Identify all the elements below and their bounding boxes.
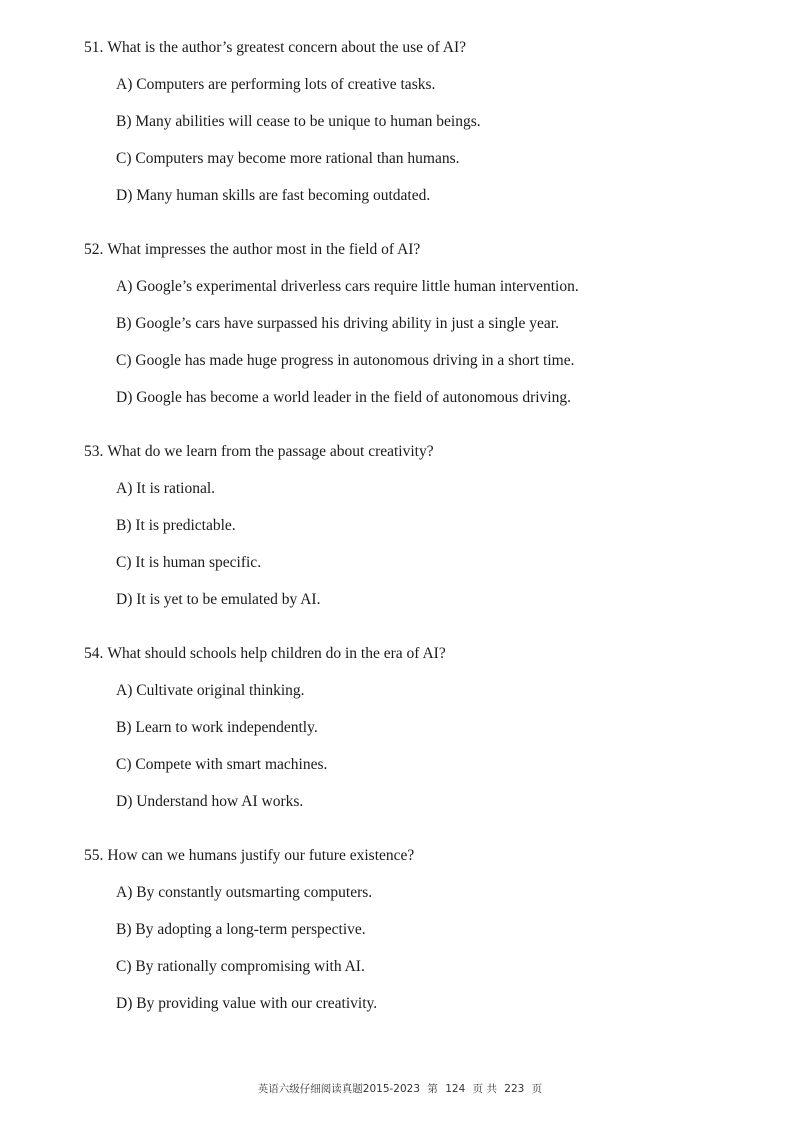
options-list xyxy=(84,75,774,206)
question-stem xyxy=(84,442,774,462)
question-52 xyxy=(84,240,774,408)
question-54 xyxy=(84,644,774,812)
option-c: C) Google has made huge progress in autonomous driving in a short time. xyxy=(116,352,575,369)
question-number: 53. xyxy=(84,443,104,460)
option-d: D) It is yet to be emulated by AI. xyxy=(116,591,321,608)
page-footer xyxy=(0,1081,800,1096)
question-stem xyxy=(84,240,774,260)
option-a: A) By constantly outsmarting computers. xyxy=(116,884,373,901)
question-stem xyxy=(84,846,774,866)
options-list xyxy=(84,277,774,408)
options-list xyxy=(84,681,774,812)
option-b: B) Learn to work independently. xyxy=(116,719,318,736)
option-d: D) By providing value with our creativity. xyxy=(116,995,378,1012)
option-b: B) Google’s cars have surpassed his driving ability in just a single year. xyxy=(116,315,559,332)
question-text: What is the author’s greatest concern about the use of AI? xyxy=(107,39,467,56)
footer-title: 英语六级仔细阅读真题2015-2023 xyxy=(257,1083,421,1095)
footer-page-suffix: 页 xyxy=(531,1083,543,1095)
option-c: C) By rationally compromising with AI. xyxy=(116,958,365,975)
question-text: What do we learn from the passage about creativity? xyxy=(107,443,434,460)
option-d: D) Understand how AI works. xyxy=(116,793,304,810)
option-b: B) Many abilities will cease to be unique to human beings. xyxy=(116,113,481,130)
option-c: C) It is human specific. xyxy=(116,554,262,571)
footer-page-middle: 页 共 xyxy=(472,1083,497,1095)
question-number: 55. xyxy=(84,847,104,864)
option-a: A) Cultivate original thinking. xyxy=(116,682,305,699)
question-53 xyxy=(84,442,774,610)
question-text: How can we humans justify our future existence? xyxy=(107,847,415,864)
footer-page-number: 124 xyxy=(445,1083,466,1095)
question-text: What should schools help children do in the era of AI? xyxy=(107,645,446,662)
option-c: C) Computers may become more rational than humans. xyxy=(116,150,460,167)
question-text: What impresses the author most in the field of AI? xyxy=(107,241,421,258)
option-a: A) Computers are performing lots of creative tasks. xyxy=(116,76,436,93)
options-list xyxy=(84,883,774,1014)
option-b: B) It is predictable. xyxy=(116,517,236,534)
question-51 xyxy=(84,38,774,206)
option-c: C) Compete with smart machines. xyxy=(116,756,328,773)
option-d: D) Many human skills are fast becoming outdated. xyxy=(116,187,431,204)
question-55 xyxy=(84,846,774,1014)
question-number: 51. xyxy=(84,39,104,56)
question-stem xyxy=(84,38,774,58)
option-a: A) Google’s experimental driverless cars require little human intervention. xyxy=(116,278,579,295)
footer-page-prefix: 第 xyxy=(427,1083,438,1095)
question-number: 54. xyxy=(84,645,104,662)
option-b: B) By adopting a long-term perspective. xyxy=(116,921,366,938)
options-list xyxy=(84,479,774,610)
question-number: 52. xyxy=(84,241,104,258)
option-a: A) It is rational. xyxy=(116,480,216,497)
option-d: D) Google has become a world leader in the field of autonomous driving. xyxy=(116,389,571,406)
question-stem xyxy=(84,644,774,664)
footer-total-pages: 223 xyxy=(504,1083,525,1095)
